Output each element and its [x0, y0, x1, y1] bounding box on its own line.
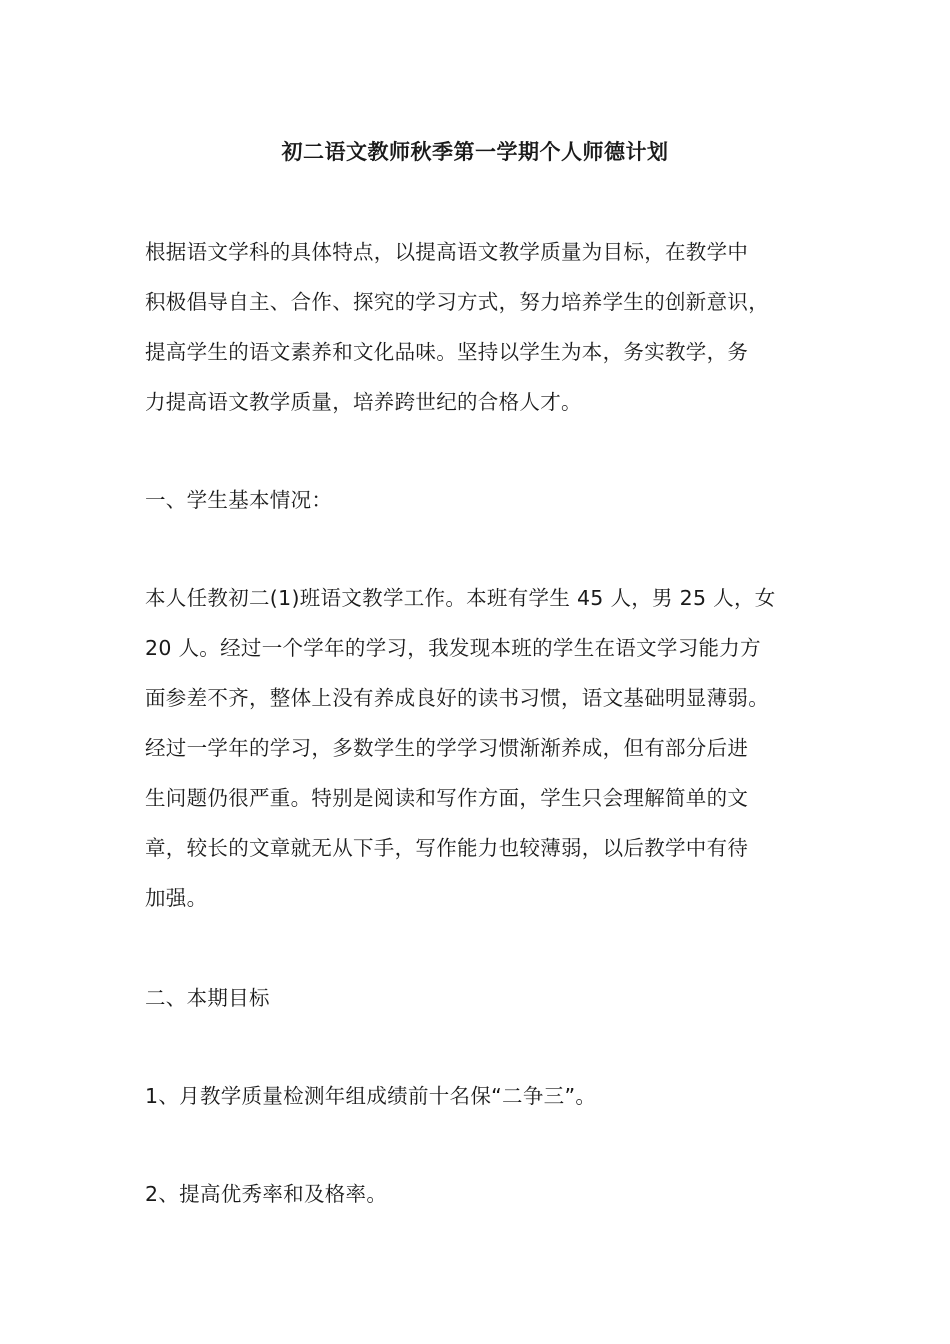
section1-line: 生问题仍很严重。特别是阅读和写作方面，学生只会理解简单的文 — [145, 786, 749, 810]
section1-line: 本人任教初二(1)班语文教学工作。本班有学生 45 人，男 25 人，女 — [145, 586, 776, 610]
section1-line: 章，较长的文章就无从下手，写作能力也较薄弱，以后教学中有待 — [145, 836, 749, 860]
intro-paragraph — [145, 227, 825, 427]
document-title: 初二语文教师秋季第一学期个人师德计划 — [281, 140, 669, 164]
section1-line: 加强。 — [145, 886, 208, 910]
goal-item-2-text: 2、提高优秀率和及格率。 — [145, 1182, 388, 1206]
goal-item-2 — [145, 1169, 825, 1219]
section1-heading-text: 一、学生基本情况： — [145, 488, 333, 512]
goal-item-1 — [145, 1071, 825, 1121]
section2-heading-text: 二、本期目标 — [145, 986, 270, 1010]
section1-line: 经过一学年的学习，多数学生的学学习惯渐渐养成，但有部分后进 — [145, 736, 749, 760]
section1-paragraph — [145, 573, 825, 923]
section1-line: 面参差不齐，整体上没有养成良好的读书习惯，语文基础明显薄弱。 — [145, 686, 769, 710]
goal-item-1-text: 1、月教学质量检测年组成绩前十名保“二争三”。 — [145, 1084, 597, 1108]
section2-heading — [145, 973, 825, 1023]
section1-heading — [145, 475, 825, 525]
intro-line: 积极倡导自主、合作、探究的学习方式，努力培养学生的创新意识， — [145, 290, 769, 314]
intro-line: 提高学生的语文素养和文化品味。坚持以学生为本，务实教学，务 — [145, 340, 749, 364]
section1-line: 20 人。经过一个学年的学习，我发现本班的学生在语文学习能力方 — [145, 636, 761, 660]
intro-line: 根据语文学科的具体特点，以提高语文教学质量为目标，在教学中 — [145, 240, 749, 264]
intro-line: 力提高语文教学质量，培养跨世纪的合格人才。 — [145, 390, 582, 414]
